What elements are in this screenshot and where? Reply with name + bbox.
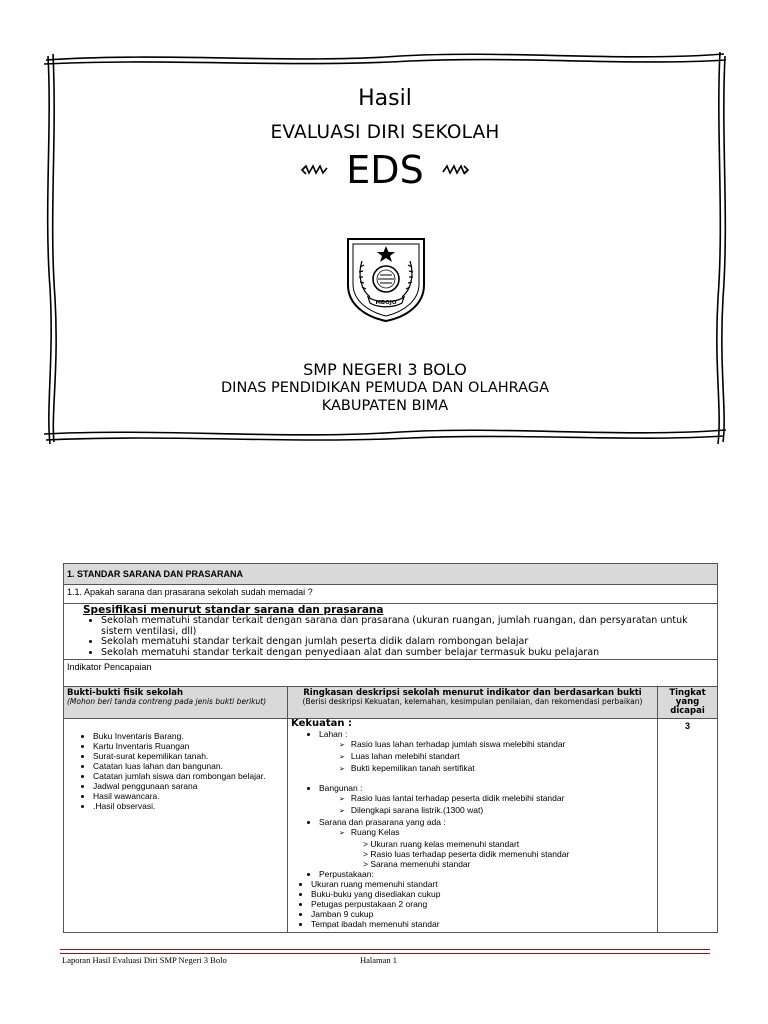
evidence-item: • Hasil wawancara. [93, 791, 284, 801]
evidence-list [67, 731, 284, 811]
column-header-row [64, 687, 718, 719]
evaluation-table [63, 563, 718, 933]
col-summary-title: Ringkasan deskripsi sekolah menurut indikator dan berdasarkan bukti [303, 688, 642, 698]
question-text: 1.1. Apakah sarana dan prasarana sekolah sudah memadai ? [64, 585, 718, 604]
lahan-item: ➢ Rasio luas lahan terhadap jumlah siswa melebihi standar [339, 739, 654, 751]
bangunan-label [319, 783, 654, 817]
sarana-label-text: Sarana dan prasarana yang ada : [319, 817, 446, 827]
evidence-cell [64, 719, 288, 933]
indicator-row [64, 660, 718, 687]
evidence-item: • Jadwal penggunaan sarana [93, 781, 284, 791]
department-name: DINAS PENDIDIKAN PEMUDA DAN OLAHRAGA [221, 380, 549, 396]
evidence-item: • Catatan jumlah siswa dan rombongan belajar. [93, 771, 284, 781]
evidence-item: • .Hasil observasi. [93, 801, 284, 811]
zigzag-arrow-right-icon [440, 162, 470, 178]
evidence-item: • Catatan luas lahan dan bangunan. [93, 761, 284, 771]
bangunan-item: ➢ Dilengkapi sarana listrik.(1300 wat) [339, 805, 654, 817]
zigzag-arrow-left-icon [300, 162, 330, 178]
lahan-label [319, 729, 654, 775]
indicator-label: Indikator Pencapaian [64, 660, 718, 687]
sarana-label [319, 817, 654, 869]
footer-divider [60, 949, 710, 954]
summary-cell [288, 719, 658, 933]
ruang-kelas-items [319, 839, 654, 869]
evidence-item: • Buku Inventaris Barang. [93, 731, 284, 741]
spec-title: Spesifikasi menurut standar sarana dan prasarana [83, 604, 384, 616]
ruang-kelas-item: > Ukuran ruang kelas memenuhi standart [363, 839, 520, 849]
ruang-kelas-label: ➢ Ruang Kelas [339, 827, 654, 839]
spec-item: • Sekolah mematuhi standar terkait dengan penyediaan alat dan sumber belajar termasuk buku pelajaran [101, 648, 714, 659]
col-evidence-title: Bukti-bukti fisik sekolah [67, 688, 184, 698]
bangunan-item: ➢ Rasio luas lantai terhadap peserta didik melebihi standar [339, 793, 654, 805]
perpustakaan-item: • Tempat ibadah memenuhi standar [311, 919, 654, 929]
spec-item: • Sekolah mematuhi standar terkait dengan jumlah peserta didik dalam rombongan belajar [101, 637, 714, 648]
content-row [64, 719, 718, 933]
col-summary-subtitle: (Berisi deskripsi Kekuatan, kelemahan, kesimpulan penilaian, dan rekomendasi perbaikan) [302, 697, 643, 706]
perpustakaan-item: • Petugas perpustakaan 2 orang [311, 899, 654, 909]
lahan-label-text: Lahan : [319, 729, 348, 739]
kekuatan-title: Kekuatan : [291, 718, 353, 729]
col-summary-header [288, 687, 658, 719]
ruang-kelas-item: > Rasio luas terhadap peserta didik memenuhi standar [363, 849, 570, 859]
eds-heading [40, 148, 730, 192]
spec-item: • Sekolah mematuhi standar terkait dengan sarana dan prasarana (ukuran ruangan, jumlah ruangan, dan persyaratan untuk sistem ventilasi, dll) [101, 616, 714, 637]
evidence-item: • Kartu Inventaris Ruangan [93, 741, 284, 751]
lahan-item: ➢ Bukti kepemilikan tanah sertifikat [339, 763, 654, 775]
bima-regency-logo-icon [340, 233, 432, 323]
regency-name: KABUPATEN BIMA [321, 398, 449, 414]
col-level-header [658, 687, 718, 719]
ruang-kelas-item: > Sarana memenuhi standar [363, 859, 471, 869]
col-level-title: Tingkat yang dicapai [669, 688, 706, 716]
level-cell [658, 719, 718, 933]
cover-subtitle: EVALUASI DIRI SEKOLAH [270, 122, 500, 143]
col-evidence-subtitle: (Mohon beri tanda contreng pada jenis bukti berikut) [67, 697, 267, 706]
cover-title: Hasil [358, 86, 412, 111]
logo-text: MBOJO [375, 300, 397, 306]
perpustakaan-item: • Buku-buku yang disediakan cukup [311, 889, 654, 899]
footer-page-number: Halaman 1 [360, 955, 398, 965]
col-evidence-header [64, 687, 288, 719]
lahan-items [319, 739, 654, 775]
evidence-item: • Surat-surat kepemilikan tanah. [93, 751, 284, 761]
section-title: 1. STANDAR SARANA DAN PRASARANA [64, 564, 718, 585]
section-row [64, 564, 718, 585]
specification-row [64, 604, 718, 660]
lahan-list [291, 729, 654, 775]
lahan-item: ➢ Luas lahan melebihi standart [339, 751, 654, 763]
spec-list [67, 616, 714, 658]
perpustakaan-label: • Perpustakaan: [319, 869, 654, 879]
bangunan-label-text: Bangunan : [319, 783, 363, 793]
perpustakaan-item: • Ukuran ruang memenuhi standart [311, 879, 654, 889]
question-row [64, 585, 718, 604]
level-value: 3 [685, 721, 691, 731]
bangunan-list [291, 783, 654, 879]
perpustakaan-items [291, 879, 654, 929]
perpustakaan-item: • Jamban 9 cukup [311, 909, 654, 919]
school-name: SMP NEGERI 3 BOLO [303, 360, 467, 379]
footer-report-title: Laporan Hasil Evaluasi Diri SMP Negeri 3 Bolo [62, 955, 227, 965]
eds-title: EDS [346, 148, 424, 192]
bangunan-items [319, 793, 654, 817]
ruang-kelas-list [319, 827, 654, 839]
